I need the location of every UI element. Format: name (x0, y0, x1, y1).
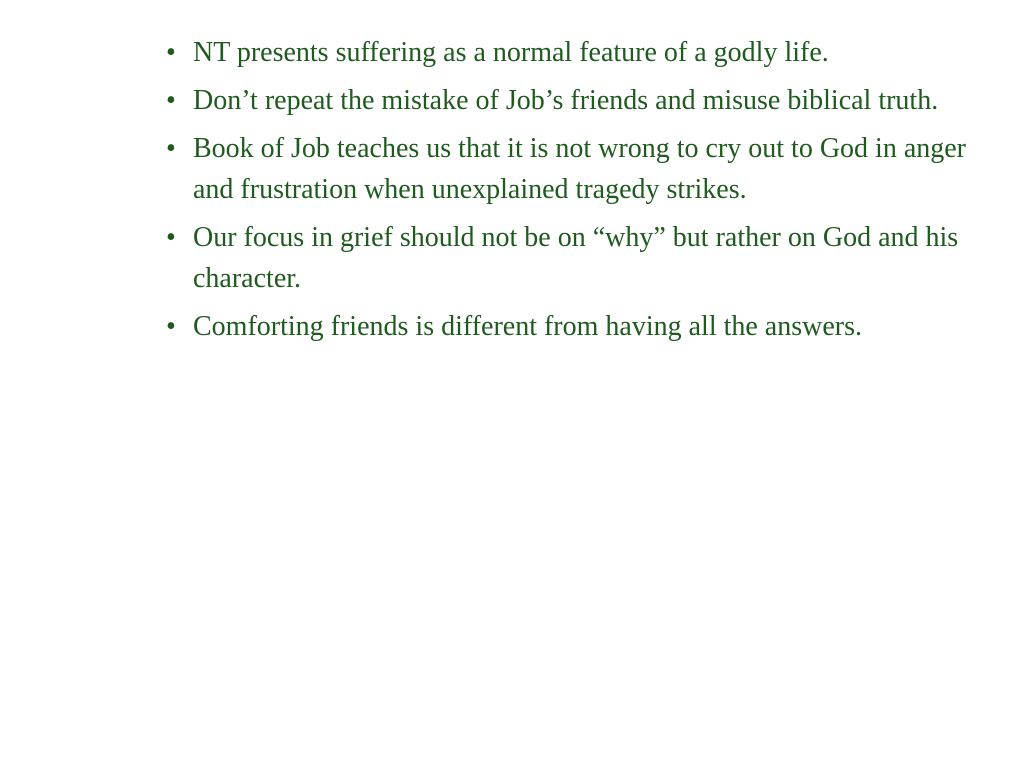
bullet-marker: • (166, 222, 176, 253)
bullet-text: Book of Job teaches us that it is not wrong to cry out to God in anger and frustration when unexplained tragedy strikes. (193, 133, 966, 205)
bullet-marker: • (166, 133, 176, 164)
bullet-marker: • (166, 85, 176, 116)
bullet-item (166, 306, 976, 347)
bullet-list (166, 32, 976, 354)
bullet-text: NT presents suffering as a normal feature of a godly life. (193, 37, 829, 68)
bullet-item (166, 128, 976, 210)
bullet-text: Our focus in grief should not be on “why” but rather on God and his character. (193, 222, 959, 294)
bullet-item (166, 217, 976, 299)
bullet-text: Comforting friends is different from having all the answers. (193, 311, 862, 342)
bullet-text: Don’t repeat the mistake of Job’s friends and misuse biblical truth. (193, 85, 939, 116)
bullet-item (166, 80, 976, 121)
bullet-marker: • (166, 311, 176, 342)
bullet-marker: • (166, 37, 176, 68)
bullet-item (166, 32, 976, 73)
